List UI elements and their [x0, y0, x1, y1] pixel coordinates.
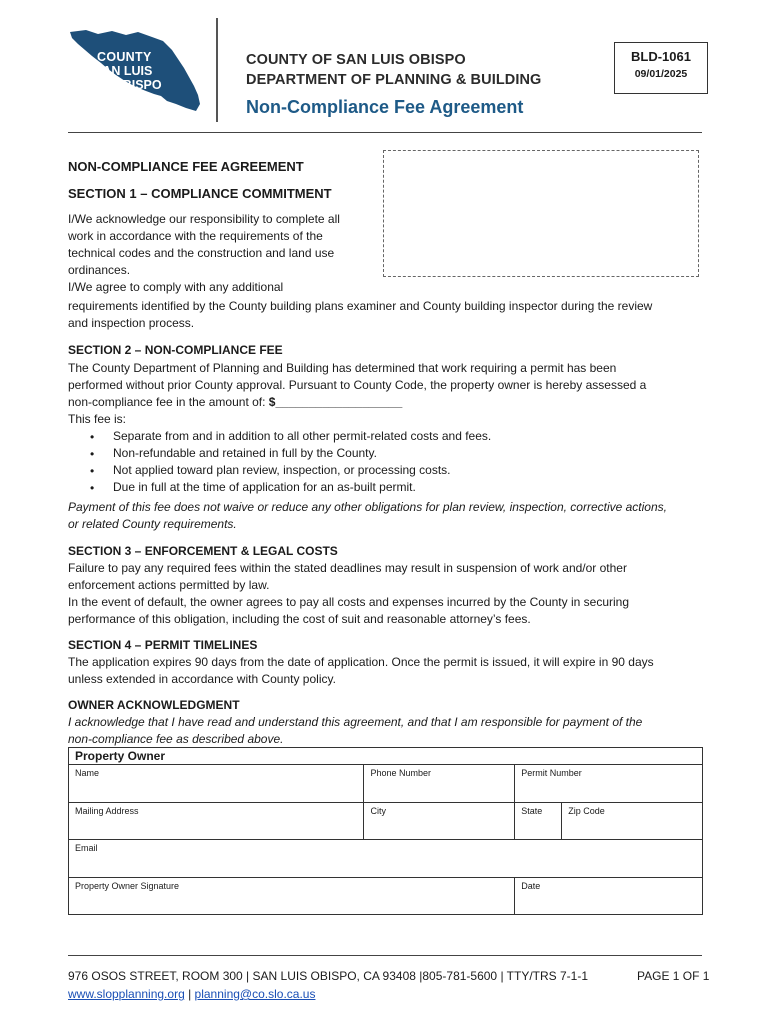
fee-amount-line: [68, 394, 402, 411]
logo-text-county: COUNTY: [97, 50, 152, 64]
bullet-icon: •: [90, 447, 95, 461]
phone-number-label: Phone Number: [370, 768, 432, 778]
email-link[interactable]: planning@co.slo.ca.us: [194, 987, 316, 1001]
fee-bullet: Due in full at the time of application for an as-built permit.: [113, 480, 416, 494]
fee-intro: This fee is:: [68, 412, 127, 426]
form-date: 09/01/2025: [634, 68, 688, 80]
footer-address: 976 OSOS STREET, ROOM 300 | SAN LUIS OBISPO, CA 93408 |805-781-5600 | TTY/TRS 7-1-1: [68, 969, 589, 983]
city-field[interactable]: [364, 802, 515, 840]
document-title: NON-COMPLIANCE FEE AGREEMENT: [68, 159, 304, 174]
fee-amount-blank[interactable]: $___________________: [268, 395, 403, 409]
department-name: DEPARTMENT OF PLANNING & BUILDING: [246, 72, 542, 88]
property-owner-table: [68, 747, 703, 915]
section3-line: performance of this obligation, including the cost of suit and reasonable attorney’s fees.: [68, 612, 531, 626]
logo-text-san-luis: [88, 64, 152, 78]
logo-text-san-luis-label: SAN LUIS: [94, 64, 153, 78]
section3-line: enforcement actions permitted by law.: [68, 578, 270, 592]
fee-amount-label: non-compliance fee in the amount of:: [68, 395, 269, 409]
footer-links: [68, 987, 315, 1001]
section4-line: unless extended in accordance with County policy.: [68, 672, 336, 686]
footer-separator: |: [184, 987, 195, 1001]
section1-heading: SECTION 1 – COMPLIANCE COMMITMENT: [68, 186, 332, 201]
signature-label: Property Owner Signature: [75, 880, 180, 891]
agency-name: COUNTY OF SAN LUIS OBISPO: [246, 52, 466, 68]
page-number: PAGE 1 OF 1: [637, 969, 710, 983]
section1-line: I/We agree to comply with any additional: [68, 280, 284, 294]
section1-line: work in accordance with the requirements of the: [68, 229, 323, 243]
section1-line: I/We acknowledge our responsibility to complete all: [68, 212, 340, 226]
date-label: Date: [521, 880, 541, 891]
office-use-box: [383, 150, 699, 277]
section2-line: performed without prior County approval. Pursuant to County Code, the property owner is hereby assessed a: [68, 378, 647, 392]
acknowledgment-line: non-compliance fee as described above.: [68, 732, 284, 746]
section1-line: ordinances.: [68, 263, 131, 277]
form-id-box: [614, 42, 708, 94]
state-label: State: [521, 805, 543, 816]
zip-code-label: Zip Code: [568, 805, 605, 816]
header-rule: [68, 132, 702, 133]
property-owner-header: Property Owner: [69, 748, 703, 765]
fee-bullet: Non-refundable and retained in full by the County.: [113, 446, 377, 460]
section3-line: In the event of default, the owner agrees to pay all costs and expenses incurred by the County in securing: [68, 595, 630, 609]
section2-note: Payment of this fee does not waive or reduce any other obligations for plan review, inspection, corrective actions,: [68, 500, 667, 514]
logo-text-of: of: [88, 68, 94, 74]
acknowledgment-line: I acknowledge that I have read and understand this agreement, and that I am responsible for payment of the: [68, 715, 643, 729]
section2-line: The County Department of Planning and Building has determined that work requiring a permit has been: [68, 361, 617, 375]
bullet-icon: •: [90, 481, 95, 495]
mailing-address-field[interactable]: [69, 802, 364, 840]
acknowledgment-heading: OWNER ACKNOWLEDGMENT: [68, 698, 240, 712]
zip-code-field[interactable]: [562, 802, 703, 840]
county-logo: [68, 28, 202, 112]
website-link[interactable]: www.slopplanning.org: [68, 987, 185, 1001]
section4-heading: SECTION 4 – PERMIT TIMELINES: [68, 638, 258, 652]
section3-line: Failure to pay any required fees within the stated deadlines may result in suspension of work and/or other: [68, 561, 627, 575]
bullet-icon: •: [90, 464, 95, 478]
form-number: BLD-1061: [631, 49, 691, 64]
permit-number-field[interactable]: [515, 765, 703, 803]
mailing-address-label: Mailing Address: [75, 805, 139, 816]
section1-line: requirements identified by the County building plans examiner and County building inspector during the review: [68, 299, 653, 313]
section2-heading: SECTION 2 – NON-COMPLIANCE FEE: [68, 343, 283, 357]
name-field[interactable]: [69, 765, 364, 803]
section3-heading: SECTION 3 – ENFORCEMENT & LEGAL COSTS: [68, 544, 338, 558]
signature-field[interactable]: [69, 877, 515, 915]
logo-text-obispo: OBISPO: [113, 78, 162, 92]
fee-bullet: Separate from and in addition to all other permit-related costs and fees.: [113, 429, 492, 443]
footer-rule: [68, 955, 702, 956]
date-field[interactable]: [515, 877, 703, 915]
section4-line: The application expires 90 days from the date of application. Once the permit is issued, it will expire in 90 days: [68, 655, 654, 669]
email-label: Email: [75, 843, 98, 853]
phone-number-field[interactable]: [364, 765, 515, 803]
section1-line: and inspection process.: [68, 316, 195, 330]
bullet-icon: •: [90, 430, 95, 444]
section1-line: technical codes and the construction and land use: [68, 246, 335, 260]
name-label: Name: [75, 768, 100, 778]
fee-bullet: Not applied toward plan review, inspection, or processing costs.: [113, 463, 451, 477]
form-title: Non-Compliance Fee Agreement: [246, 97, 524, 117]
city-label: City: [370, 805, 386, 816]
section2-note: or related County requirements.: [68, 517, 237, 531]
email-field[interactable]: [69, 840, 703, 878]
header-divider: [216, 18, 218, 122]
permit-number-label: Permit Number: [521, 768, 582, 778]
state-field[interactable]: [515, 802, 562, 840]
